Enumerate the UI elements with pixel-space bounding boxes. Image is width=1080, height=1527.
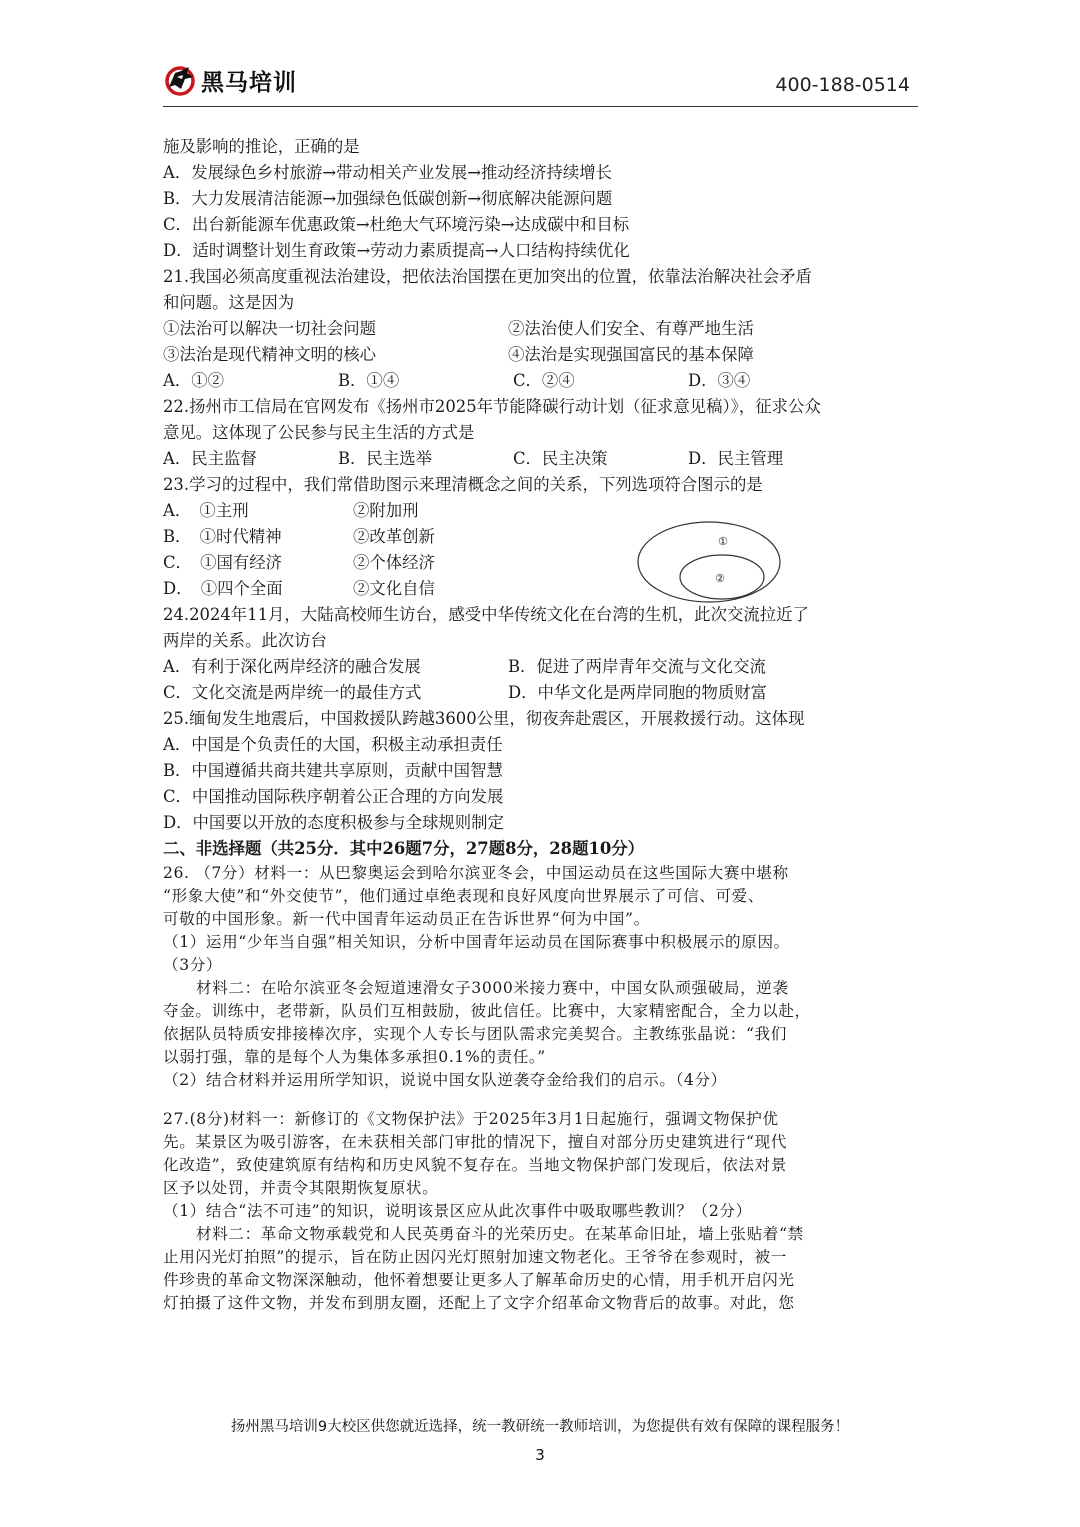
- q22-stem: 22.扬州市工信局在官网发布《扬州市2025年节能降碳行动计划（征求意见稿）》，征求公众: [163, 397, 821, 416]
- page-number: 3: [535, 1446, 545, 1464]
- q22-option: D．民主管理: [688, 449, 784, 468]
- q24-option: D．中华文化是两岸同胞的物质财富: [508, 683, 767, 702]
- q27-material1: 先。某景区为吸引游客，在未获相关部门审批的情况下，擅自对部分历史建筑进行“现代: [163, 1133, 787, 1151]
- q21-item: ②法治使人们安全、有尊严地生活: [508, 319, 754, 338]
- q27-material1: 27.(8分)材料一：新修订的《文物保护法》于2025年3月1日起施行，强调文物保护优: [163, 1110, 779, 1128]
- q22-option: A．民主监督: [163, 449, 257, 468]
- q26-sub1: （1）运用“少年当自强”相关知识，分析中国青年运动员在国际赛事中积极展示的原因。: [163, 933, 790, 951]
- q23-option: C． ①国有经济: [163, 553, 283, 572]
- q20-stem-end: 施及影响的推论，正确的是: [163, 137, 360, 156]
- q22-options: [163, 446, 923, 472]
- hotline-number: 400-188-0514: [775, 74, 910, 96]
- q21-option: B．①④: [338, 371, 400, 390]
- horse-logo-icon: [163, 63, 199, 97]
- inner-label: ②: [715, 572, 725, 585]
- q23-option-second: ②改革创新: [353, 527, 435, 546]
- q25-stem: 25.缅甸发生地震后，中国救援队跨越3600公里，彻夜奔赴震区，开展救援行动。这体现: [163, 709, 805, 728]
- q27-material1: 化改造”，致使建筑原有结构和历史风貌不复存在。当地文物保护部门发现后，依法对景: [163, 1156, 787, 1174]
- q22-option: C．民主决策: [513, 449, 608, 468]
- q23-options: [163, 498, 923, 602]
- q27-material2: 止用闪光灯拍照”的提示，旨在防止因闪光灯照射加速文物老化。王爷爷在参观时，被一: [163, 1248, 787, 1266]
- q24-option: C．文化交流是两岸统一的最佳方式: [163, 683, 422, 702]
- q27-material1: 区予以处罚，并责令其限期恢复原状。: [163, 1179, 439, 1197]
- q26-material1: “形象大使”和“外交使节”，他们通过卓绝表现和良好风度向世界展示了可信、可爱、: [163, 887, 765, 905]
- q26-material2: 材料二：在哈尔滨亚冬会短道速滑女子3000米接力赛中，中国女队顽强破局，逆袭: [196, 979, 789, 997]
- q27-material2: 件珍贵的革命文物深深触动，他怀着想要让更多人了解革命历史的心情，用手机开启闪光: [163, 1271, 795, 1289]
- q21-options: [163, 368, 923, 394]
- footer-slogan: 扬州黑马培训9大校区供您就近选择，统一教研统一教师培训，为您提供有效有保障的课程服务！: [230, 1419, 850, 1435]
- exam-content: [163, 134, 923, 1315]
- q21-items-row: [163, 316, 923, 342]
- q26-material1: 26. （7分）材料一：从巴黎奥运会到哈尔滨亚冬会，中国运动员在这些国际大赛中堪称: [163, 864, 789, 882]
- q21-option: D．③④: [688, 371, 751, 390]
- q23-stem: 23.学习的过程中，我们常借助图示来理清概念之间的关系，下列选项符合图示的是: [163, 475, 763, 494]
- q26-material1: 可敬的中国形象。新一代中国青年运动员正在告诉世界“何为中国”。: [163, 910, 650, 928]
- q23-option-second: ②文化自信: [353, 579, 435, 598]
- q24-options-row: [163, 680, 923, 706]
- q27-sub1: （1）结合“法不可违”的知识，说明该景区应从此次事件中吸取哪些教训？（2分）: [163, 1202, 752, 1220]
- q22-option: B．民主选举: [338, 449, 432, 468]
- q24-options-row: [163, 654, 923, 680]
- q27-material2: 材料二：革命文物承载党和人民英勇奋斗的光荣历史。在某革命旧址，墙上张贴着“禁: [196, 1225, 804, 1243]
- q25-option-b: B．中国遵循共商共建共享原则，贡献中国智慧: [163, 761, 503, 780]
- q27-material2: 灯拍摄了这件文物，并发布到朋友圈，还配上了文字介绍革命文物背后的故事。对此，您: [163, 1294, 795, 1312]
- q23-option-second: ②附加刑: [353, 501, 419, 520]
- q25-option-d: D．中国要以开放的态度积极参与全球规则制定: [163, 813, 504, 832]
- q21-option: A．①②: [163, 371, 225, 390]
- q26-material2: 夺金。训练中，老带新，队员们互相鼓励，彼此信任。比赛中，大家精密配合，全力以赴，: [163, 1002, 811, 1020]
- q25-option-a: A．中国是个负责任的大国，积极主动承担责任: [163, 735, 503, 754]
- q26-sub1: （3分）: [163, 956, 223, 974]
- outer-label: ①: [718, 535, 728, 548]
- q24-stem: 两岸的关系。此次访台: [163, 631, 327, 650]
- q25-option-c: C．中国推动国际秩序朝着公正合理的方向发展: [163, 787, 504, 806]
- page-header: [163, 56, 918, 107]
- q20-option-a: A．发展绿色乡村旅游→带动相关产业发展→推动经济持续增长: [163, 163, 613, 182]
- q26-sub2: （2）结合材料并运用所学知识，说说中国女队逆袭夺金给我们的启示。（4分）: [163, 1071, 727, 1089]
- q20-option-c: C．出台新能源车优惠政策→杜绝大气环境污染→达成碳中和目标: [163, 215, 630, 234]
- q21-stem: 21.我国必须高度重视法治建设，把依法治国摆在更加突出的位置，依靠法治解决社会矛盾: [163, 267, 812, 286]
- brand-name: 黑马培训: [201, 69, 297, 96]
- q20-option-d: D．适时调整计划生育政策→劳动力素质提高→人口结构持续优化: [163, 241, 630, 260]
- q21-stem: 和问题。这是因为: [163, 293, 295, 312]
- q21-item: ③法治是现代精神文明的核心: [163, 345, 377, 364]
- q26-material2: 依据队员特质安排接棒次序，实现个人专长与团队需求完美契合。主教练张晶说：“我们: [163, 1025, 787, 1043]
- q23-option: B． ①时代精神: [163, 527, 282, 546]
- section2-title: 二、非选择题（共25分．其中26题7分，27题8分，28题10分）: [163, 839, 645, 858]
- q23-option-second: ②个体经济: [353, 553, 435, 572]
- q22-stem: 意见。这体现了公民参与民主生活的方式是: [163, 423, 475, 442]
- q24-option: A．有利于深化两岸经济的融合发展: [163, 657, 421, 676]
- brand-logo: [163, 62, 297, 98]
- q21-option: C．②④: [513, 371, 575, 390]
- q24-option: B．促进了两岸青年交流与文化交流: [508, 657, 766, 676]
- q23-option: D． ①四个全面: [163, 579, 283, 598]
- q21-item: ④法治是实现强国富民的基本保障: [508, 345, 754, 364]
- q23-option: A． ①主刑: [163, 501, 249, 520]
- q21-item: ①法治可以解决一切社会问题: [163, 319, 377, 338]
- q24-stem: 24.2024年11月，大陆高校师生访台，感受中华传统文化在台湾的生机，此次交流拉近了: [163, 605, 809, 624]
- q26-material2: 以弱打强，靠的是每个人为集体多承担0.1%的责任。”: [163, 1048, 546, 1066]
- q20-option-b: B．大力发展清洁能源→加强绿色低碳创新→彻底解决能源问题: [163, 189, 613, 208]
- q21-items-row: [163, 342, 923, 368]
